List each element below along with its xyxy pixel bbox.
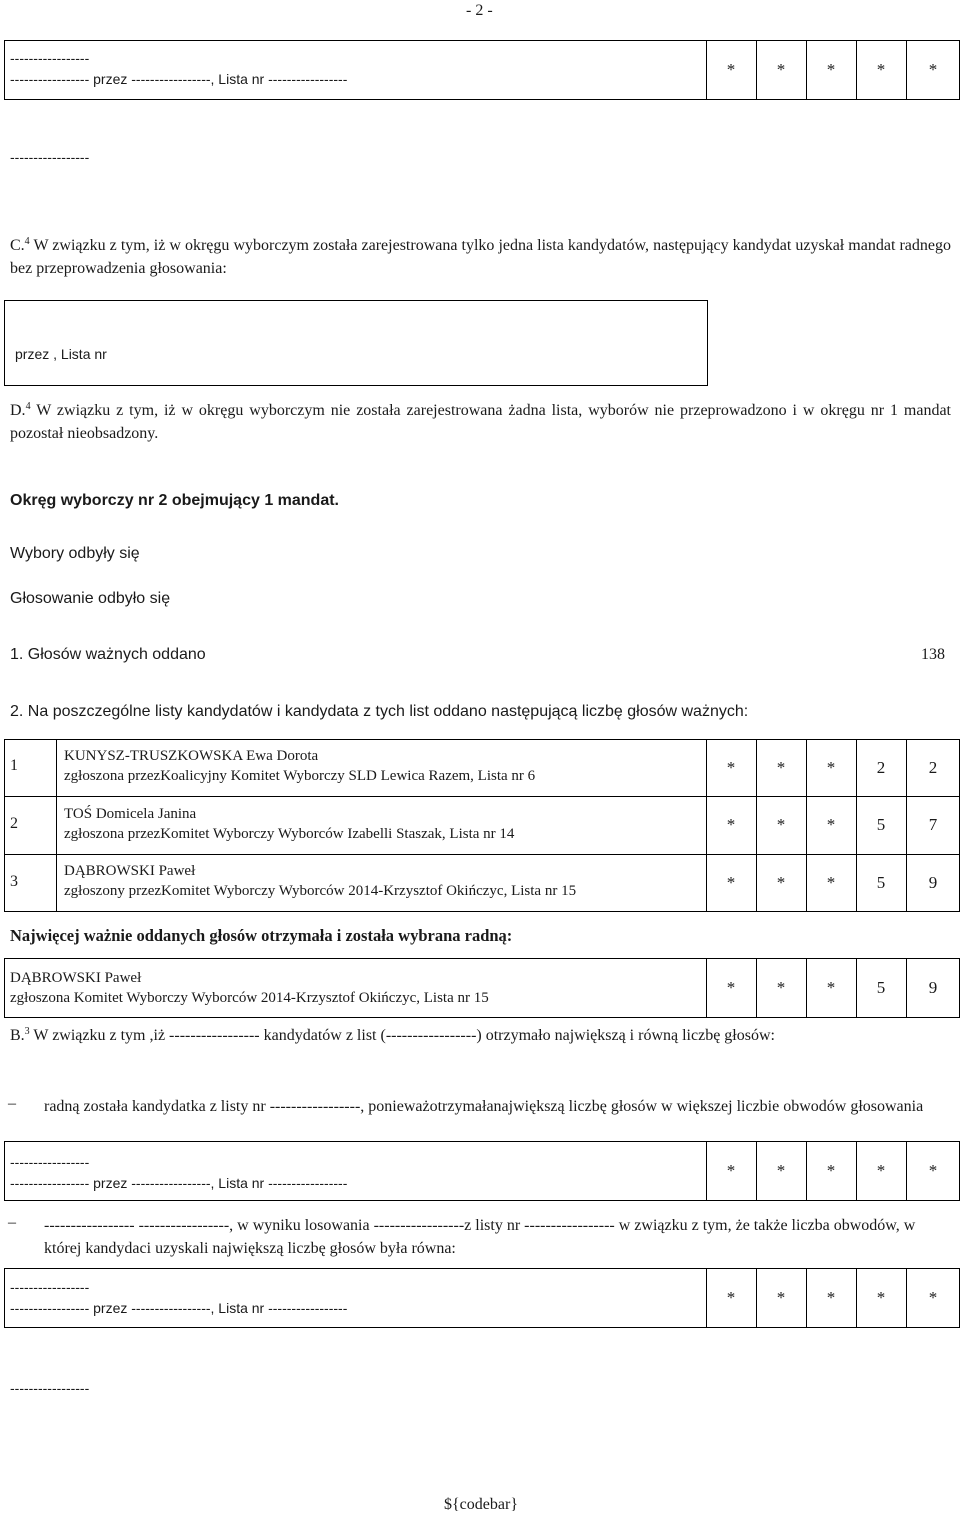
- section-b-prefix: B.: [10, 1027, 25, 1044]
- dashes-line: -----------------: [10, 1279, 90, 1295]
- section-c-text: W związku z tym, iż w okręgu wyborczym została zarejestrowana tylko jedna lista kandydatów, następujący kandydat uzyskał mandat radnego bez przeprowadzenia głosowania:: [10, 237, 951, 277]
- footnote-marker: 4: [25, 401, 31, 412]
- candidate-name: KUNYSZ-TRUSZKOWSKA Ewa Dorota: [64, 748, 319, 764]
- vote-digit-cell: 5: [876, 873, 886, 892]
- vote-digit-cell: *: [776, 60, 786, 79]
- candidate-detail: zgłoszona przezKomitet Wyborczy Wyborców Izabelli Staszak, Lista nr 14: [64, 826, 515, 842]
- valid-votes-value: 138: [921, 646, 945, 663]
- candidate-placeholder-line: ----------------- przez -----------------, Lista nr -----------------: [10, 1175, 348, 1191]
- candidate-number: 2: [10, 815, 18, 832]
- vote-digit-cell: *: [876, 1161, 886, 1180]
- candidate-number: 1: [10, 757, 18, 774]
- winner-heading: Najwięcej ważnie oddanych głosów otrzymała i została wybrana radną:: [10, 926, 513, 945]
- candidate-name: TOŚ Domicela Janina: [64, 806, 197, 822]
- footnote-marker: 4: [24, 236, 30, 247]
- footnote-marker: 3: [24, 1026, 30, 1037]
- vote-digit-cell: *: [726, 1288, 736, 1307]
- dash-bullet: –: [8, 1095, 16, 1112]
- winner-detail: zgłoszona Komitet Wyborczy Wyborców 2014-Krzysztof Okińczyc, Lista nr 15: [10, 990, 489, 1006]
- candidate-number: 3: [10, 873, 18, 890]
- section-d-text: W związku z tym, iż w okręgu wyborczym nie została zarejestrowana żadna lista, wyborów nie przeprowadzono i w okręgu nr 1 mandat pozostał nieobsadzony.: [10, 402, 952, 442]
- footer-codebar: ${codebar}: [444, 1496, 518, 1513]
- vote-digit-cell: *: [776, 1161, 786, 1180]
- vote-digit-cell: *: [826, 60, 836, 79]
- vote-digit-cell: 2: [928, 757, 938, 777]
- dashes-line: -----------------: [10, 1154, 90, 1170]
- section-d-prefix: D.: [10, 402, 26, 419]
- vote-digit-cell: *: [928, 1288, 938, 1307]
- unopposed-candidate-text: przez , Lista nr: [15, 346, 107, 362]
- dashes-line: -----------------: [10, 149, 90, 165]
- vote-digit-cell: *: [726, 873, 736, 892]
- vote-digit-cell: *: [776, 757, 786, 777]
- candidate-placeholder-line: ----------------- przez -----------------, Lista nr -----------------: [10, 1300, 348, 1316]
- dash-bullet: –: [8, 1214, 16, 1231]
- valid-votes-label: 1. Głosów ważnych oddano: [10, 646, 206, 663]
- vote-digit-cell: *: [726, 757, 736, 777]
- page-number: - 2 -: [466, 2, 493, 19]
- vote-digit-cell: *: [726, 978, 736, 997]
- vote-digit-cell: *: [876, 1288, 886, 1307]
- candidate-detail: zgłoszona przezKoalicyjny Komitet Wyborczy SLD Lewica Razem, Lista nr 6: [64, 768, 536, 784]
- candidate-placeholder-line: ----------------- przez -----------------, Lista nr -----------------: [10, 71, 348, 87]
- vote-digit-cell: 5: [876, 815, 886, 834]
- vote-digit-cell: *: [826, 757, 836, 777]
- vote-digit-cell: *: [726, 1161, 736, 1180]
- voting-held-label: Głosowanie odbyło się: [10, 590, 171, 607]
- elections-held-label: Wybory odbyły się: [10, 545, 140, 562]
- section-b-item-2: ----------------- -----------------, w wyniku losowania -----------------z listy nr ----------------- w związku z tym, że także liczba obwodów, w której kandydaci uzyskali największą liczbę głosów była równa:: [44, 1217, 916, 1257]
- section-b-paragraph: [10, 1024, 951, 1047]
- point2-text: 2. Na poszczególne listy kandydatów i kandydata z tych list oddano następującą liczbę głosów ważnych:: [10, 703, 749, 720]
- dashes-line: -----------------: [10, 1380, 90, 1396]
- vote-digit-cell: 2: [876, 757, 886, 777]
- vote-digit-cell: *: [826, 1161, 836, 1180]
- vote-digit-cell: *: [776, 815, 786, 834]
- candidate-detail: zgłoszony przezKomitet Wyborczy Wyborców 2014-Krzysztof Okińczyc, Lista nr 15: [64, 883, 577, 899]
- vote-digit-cell: *: [826, 873, 836, 892]
- vote-digit-cell: *: [826, 815, 836, 834]
- candidate-name: DĄBROWSKI Paweł: [64, 863, 196, 879]
- winner-name: DĄBROWSKI Paweł: [10, 970, 142, 986]
- section-c-paragraph: [10, 234, 951, 280]
- vote-digit-cell: *: [776, 1288, 786, 1307]
- vote-digit-cell: *: [826, 1288, 836, 1307]
- dashes-line: -----------------: [10, 50, 90, 66]
- vote-digit-cell: 9: [928, 873, 938, 892]
- section-b-item-1: radną została kandydatka z listy nr -----------------, ponieważotrzymałanajwiększą liczbę głosów w większej liczbie obwodów głosowania: [44, 1098, 924, 1115]
- section-b-text: W związku z tym ,iż ----------------- kandydatów z list (-----------------) otrzymało największą i równą liczbę głosów:: [33, 1027, 775, 1044]
- vote-digit-cell: *: [776, 978, 786, 997]
- vote-digit-cell: 7: [928, 815, 938, 834]
- vote-digit-cell: *: [928, 1161, 938, 1180]
- vote-digit-cell: *: [726, 815, 736, 834]
- vote-digit-cell: *: [876, 60, 886, 79]
- vote-digit-cell: *: [776, 873, 786, 892]
- vote-digit-cell: *: [928, 60, 938, 79]
- vote-digit-cell: 9: [928, 978, 938, 997]
- unopposed-candidate-box: [4, 300, 708, 386]
- vote-digit-cell: *: [826, 978, 836, 997]
- district-heading: Okręg wyborczy nr 2 obejmujący 1 mandat.: [10, 492, 339, 509]
- vote-digit-cell: 5: [876, 978, 886, 997]
- section-c-prefix: C.: [10, 237, 25, 254]
- section-d-paragraph: [10, 399, 951, 445]
- vote-digit-cell: *: [726, 60, 736, 79]
